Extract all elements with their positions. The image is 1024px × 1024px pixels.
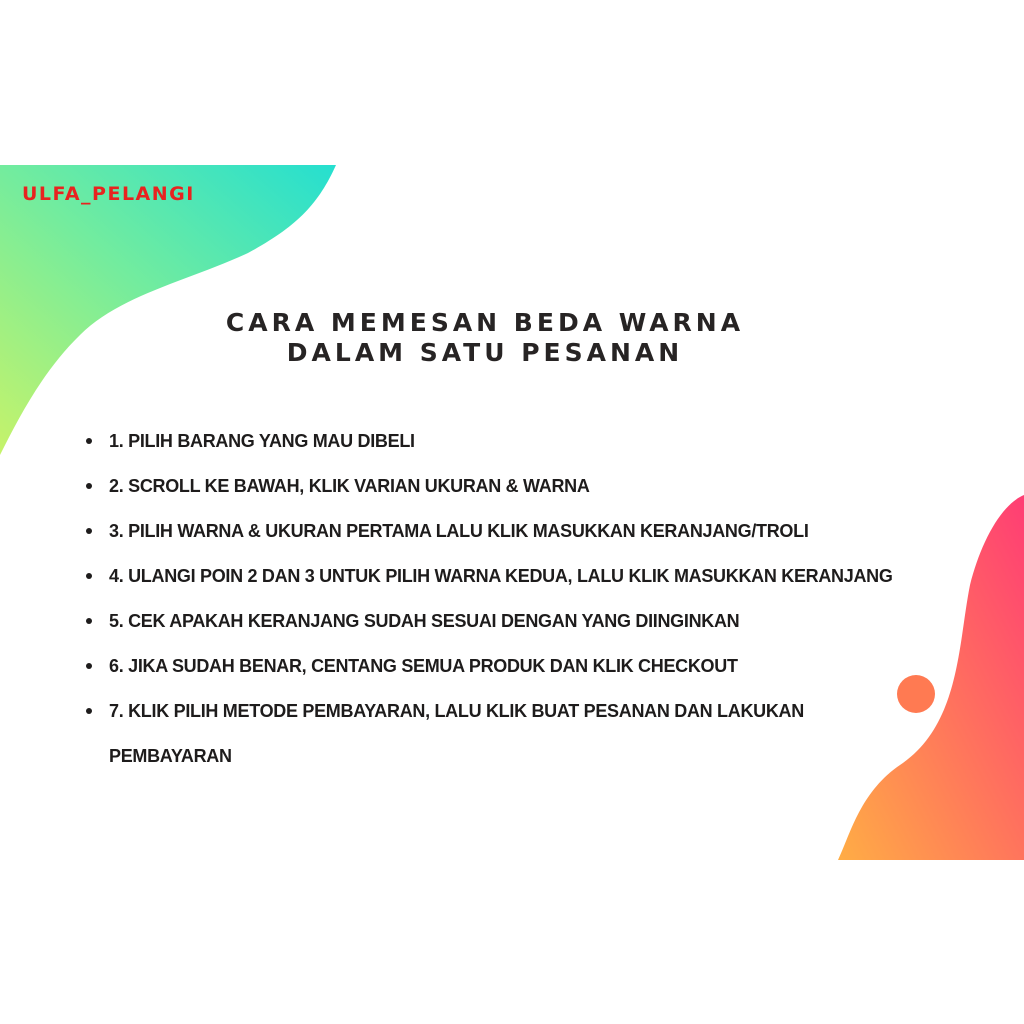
- list-item: [86, 599, 896, 644]
- bullet-icon: [86, 708, 92, 714]
- list-item: [86, 644, 896, 689]
- list-item: [86, 464, 896, 509]
- brand-name: ULFA_PELANGI: [22, 183, 195, 205]
- title-line-1: CARA MEMESAN BEDA WARNA: [225, 308, 745, 337]
- bullet-icon: [86, 573, 92, 579]
- step-text: 6. JIKA SUDAH BENAR, CENTANG SEMUA PRODUK DAN KLIK CHECKOUT: [109, 656, 738, 676]
- instruction-card: [0, 165, 1024, 860]
- page-title: [100, 308, 870, 368]
- step-text: 4. ULANGI POIN 2 DAN 3 UNTUK PILIH WARNA KEDUA, LALU KLIK MASUKKAN KERANJANG: [109, 566, 893, 586]
- bullet-icon: [86, 528, 92, 534]
- step-text: 3. PILIH WARNA & UKURAN PERTAMA LALU KLIK MASUKKAN KERANJANG/TROLI: [109, 521, 809, 541]
- steps-list: [86, 419, 896, 779]
- list-item: [86, 554, 896, 599]
- orange-dot-shape: [897, 675, 935, 713]
- step-text: 5. CEK APAKAH KERANJANG SUDAH SESUAI DENGAN YANG DIINGINKAN: [109, 611, 740, 631]
- bullet-icon: [86, 618, 92, 624]
- bullet-icon: [86, 438, 92, 444]
- step-text: 2. SCROLL KE BAWAH, KLIK VARIAN UKURAN & WARNA: [109, 476, 590, 496]
- step-text: 7. KLIK PILIH METODE PEMBAYARAN, LALU KLIK BUAT PESANAN DAN LAKUKAN PEMBAYARAN: [109, 701, 804, 766]
- bullet-icon: [86, 663, 92, 669]
- title-line-2: DALAM SATU PESANAN: [286, 338, 684, 367]
- step-text: 1. PILIH BARANG YANG MAU DIBELI: [109, 431, 415, 451]
- list-item: [86, 689, 896, 779]
- list-item: [86, 509, 896, 554]
- bullet-icon: [86, 483, 92, 489]
- list-item: [86, 419, 896, 464]
